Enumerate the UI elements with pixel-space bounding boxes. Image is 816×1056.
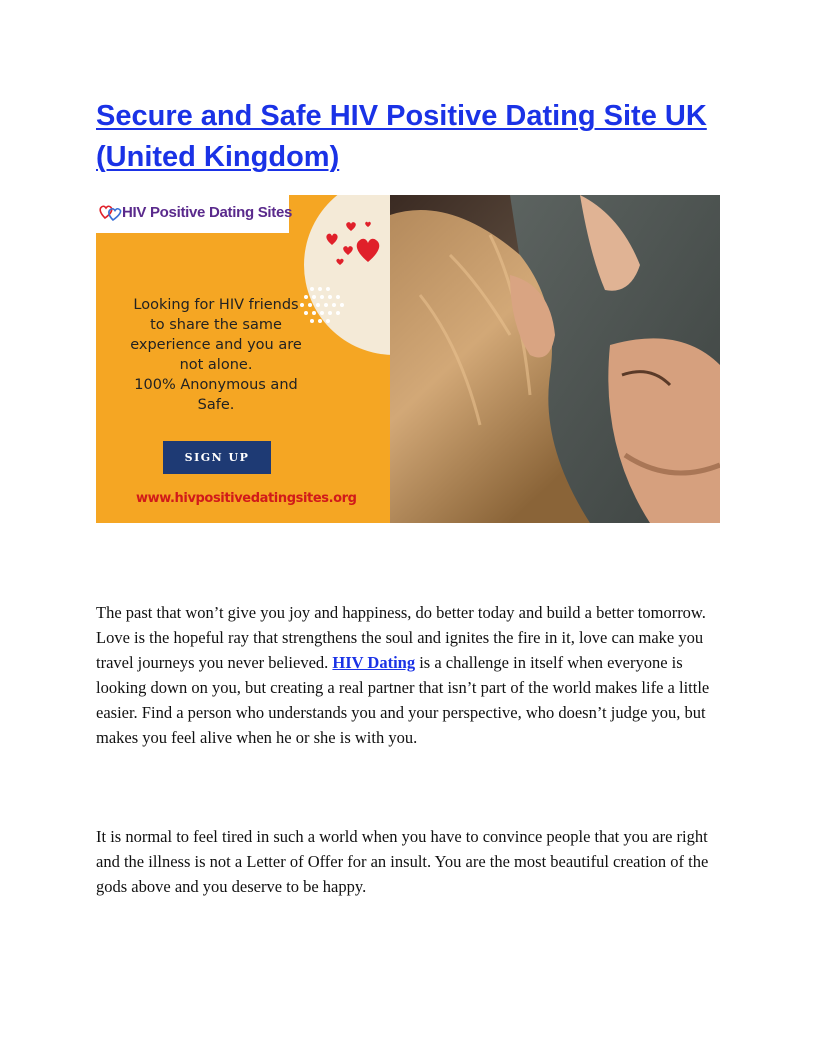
page-title-link[interactable]: Secure and Safe HIV Positive Dating Site UK (United Kingdom) [96,100,707,173]
paragraph-1-text-start: The past that won’t give you joy and happiness, do better today and build a better tomorrow. Love is the hopeful ray that strengthens the soul and ignites the fire in it, love can make you travel journeys you never believed. [96,603,706,672]
paragraph-2: It is normal to feel tired in such a world when you have to convince people that you are right and the illness is not a Letter of Offer for an insult. You are the most beautiful creation of the gods above and you deserve to be happy. [96,827,709,896]
banner-site-url: www.hivpositivedatingsites.org [136,491,357,506]
couple-embracing-photo-icon [390,195,720,523]
banner-tagline: Looking for HIV friends to share the same experience and you are not alone. 100% Anonymous and Safe. [130,297,302,413]
banner-promo-panel [96,195,390,523]
paragraph-1 [96,600,720,750]
red-hearts-icon [318,217,388,282]
banner-logo [96,195,293,233]
logo-text: HIV Positive Dating Sites [122,204,293,221]
paragraph-1-text-end: is a challenge in itself when everyone is looking down on you, but creating a real partner that isn’t part of the world makes life a little easier. Find a person who understands you and your perspective, who doesn’t judge you, but makes you feel alive when he or she is with you. [96,653,710,747]
sign-up-button[interactable]: SIGN UP [163,441,271,474]
hiv-dating-link[interactable]: HIV Dating [332,653,416,672]
heart-logo-icon [98,200,122,224]
promo-banner-image[interactable] [96,195,720,523]
